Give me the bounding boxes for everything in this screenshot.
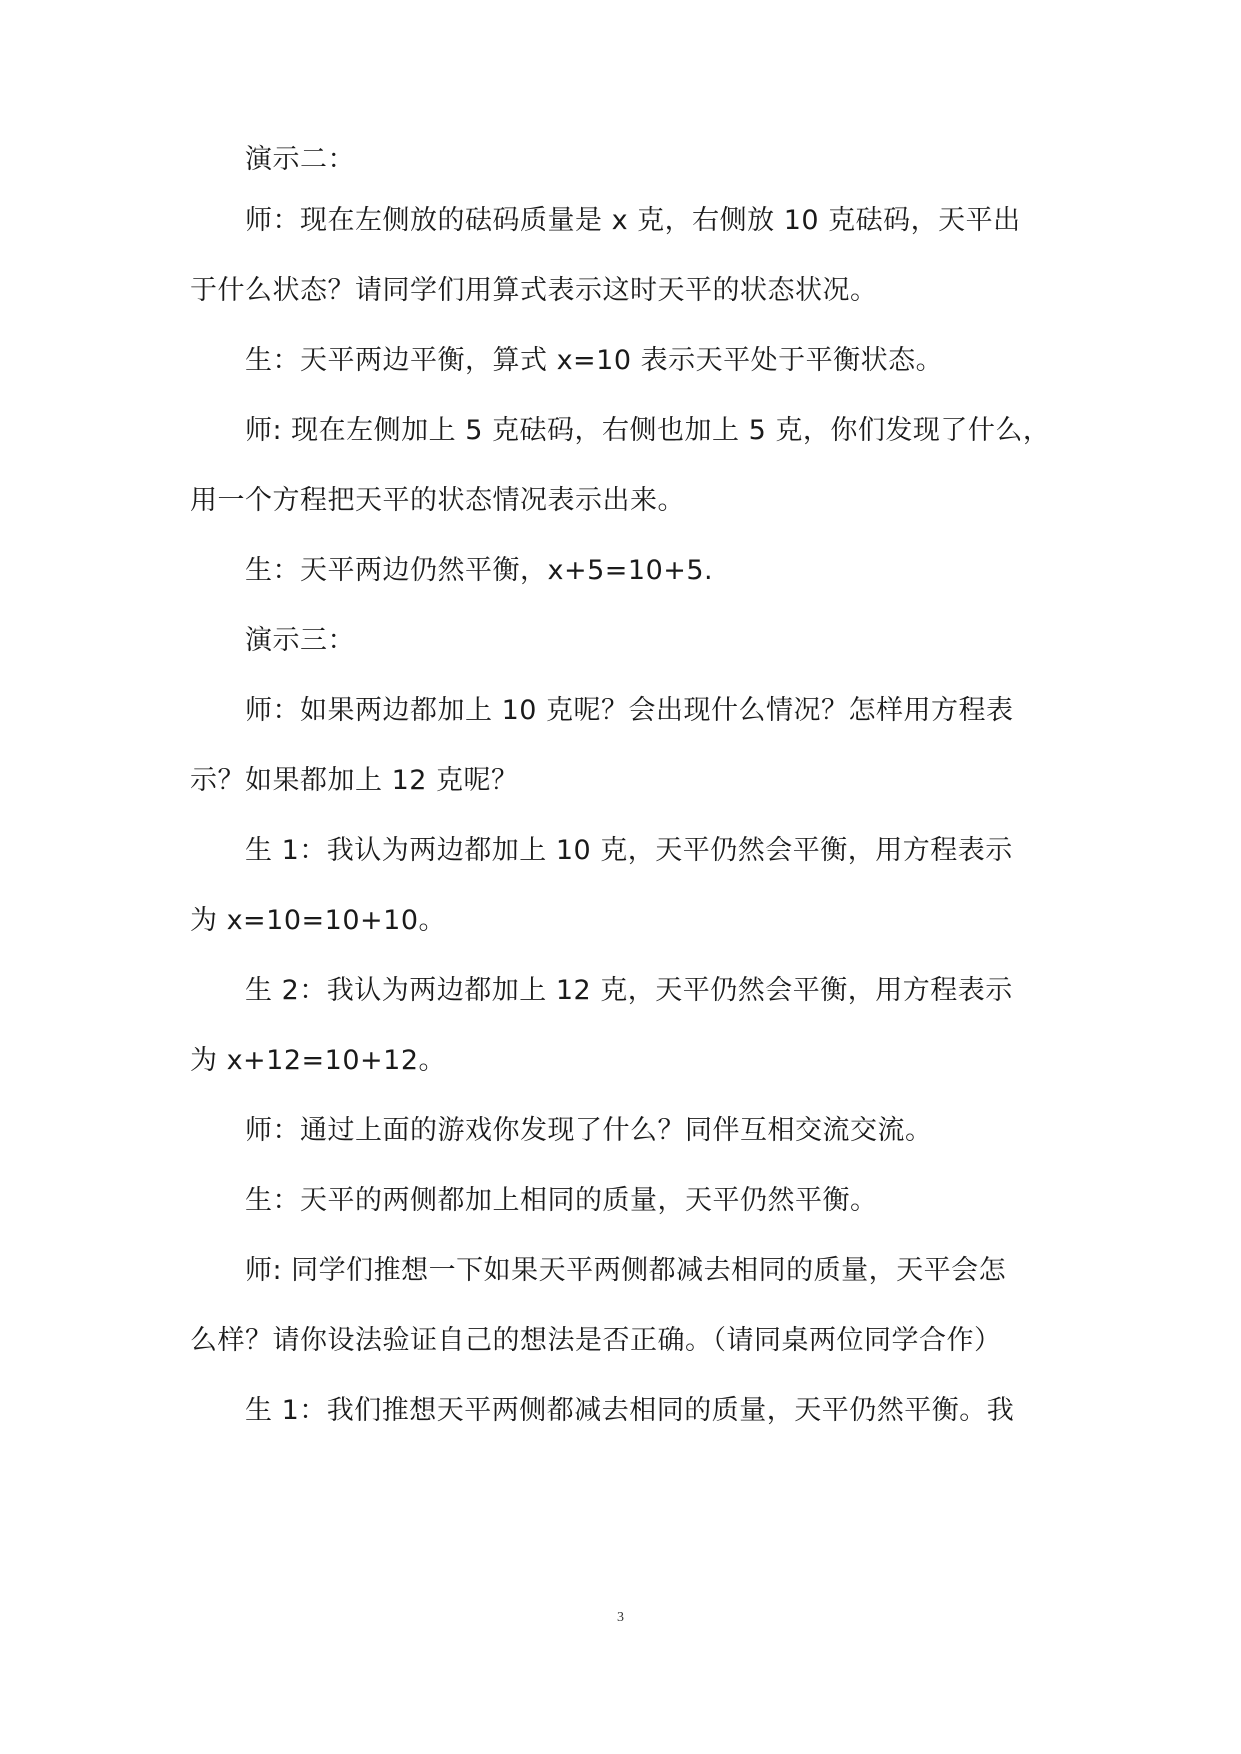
text-line: 生 1：我们推想天平两侧都减去相同的质量，天平仍然平衡。我 xyxy=(245,1395,1015,1426)
text-line: 用一个方程把天平的状态情况表示出来。 xyxy=(190,485,685,516)
text-line: 师：通过上面的游戏你发现了什么？同伴互相交流交流。 xyxy=(245,1115,933,1146)
text-line: 师: 现在左侧加上 5 克砝码，右侧也加上 5 克，你们发现了什么， xyxy=(245,415,1051,446)
text-line: 师: 同学们推想一下如果天平两侧都减去相同的质量，天平会怎 xyxy=(245,1255,1007,1286)
text-line: 生：天平两边仍然平衡，x+5=10+5. xyxy=(245,555,714,586)
text-line: 演示三： xyxy=(245,625,355,656)
text-line: 示？如果都加上 12 克呢？ xyxy=(190,765,519,796)
text-line: 于什么状态？请同学们用算式表示这时天平的状态状况。 xyxy=(190,275,878,306)
text-line: 为 x+12=10+12。 xyxy=(190,1045,446,1076)
text-line: 为 x=10=10+10。 xyxy=(190,905,446,936)
text-line: 生 2：我认为两边都加上 12 克，天平仍然会平衡，用方程表示 xyxy=(245,975,1013,1006)
text-line: 生 1：我认为两边都加上 10 克，天平仍然会平衡，用方程表示 xyxy=(245,835,1013,866)
text-line: 师：现在左侧放的砝码质量是 x 克，右侧放 10 克砝码，天平出 xyxy=(245,205,1021,236)
text-line: 么样？请你设法验证自己的想法是否正确。（请同桌两位同学合作） xyxy=(190,1325,1002,1356)
page-number: 3 xyxy=(617,1610,624,1625)
text-line: 演示二： xyxy=(245,144,355,175)
text-line: 生：天平两边平衡，算式 x=10 表示天平处于平衡状态。 xyxy=(245,345,944,376)
text-line: 生：天平的两侧都加上相同的质量，天平仍然平衡。 xyxy=(245,1185,878,1216)
text-line: 师：如果两边都加上 10 克呢？会出现什么情况？怎样用方程表 xyxy=(245,695,1014,726)
